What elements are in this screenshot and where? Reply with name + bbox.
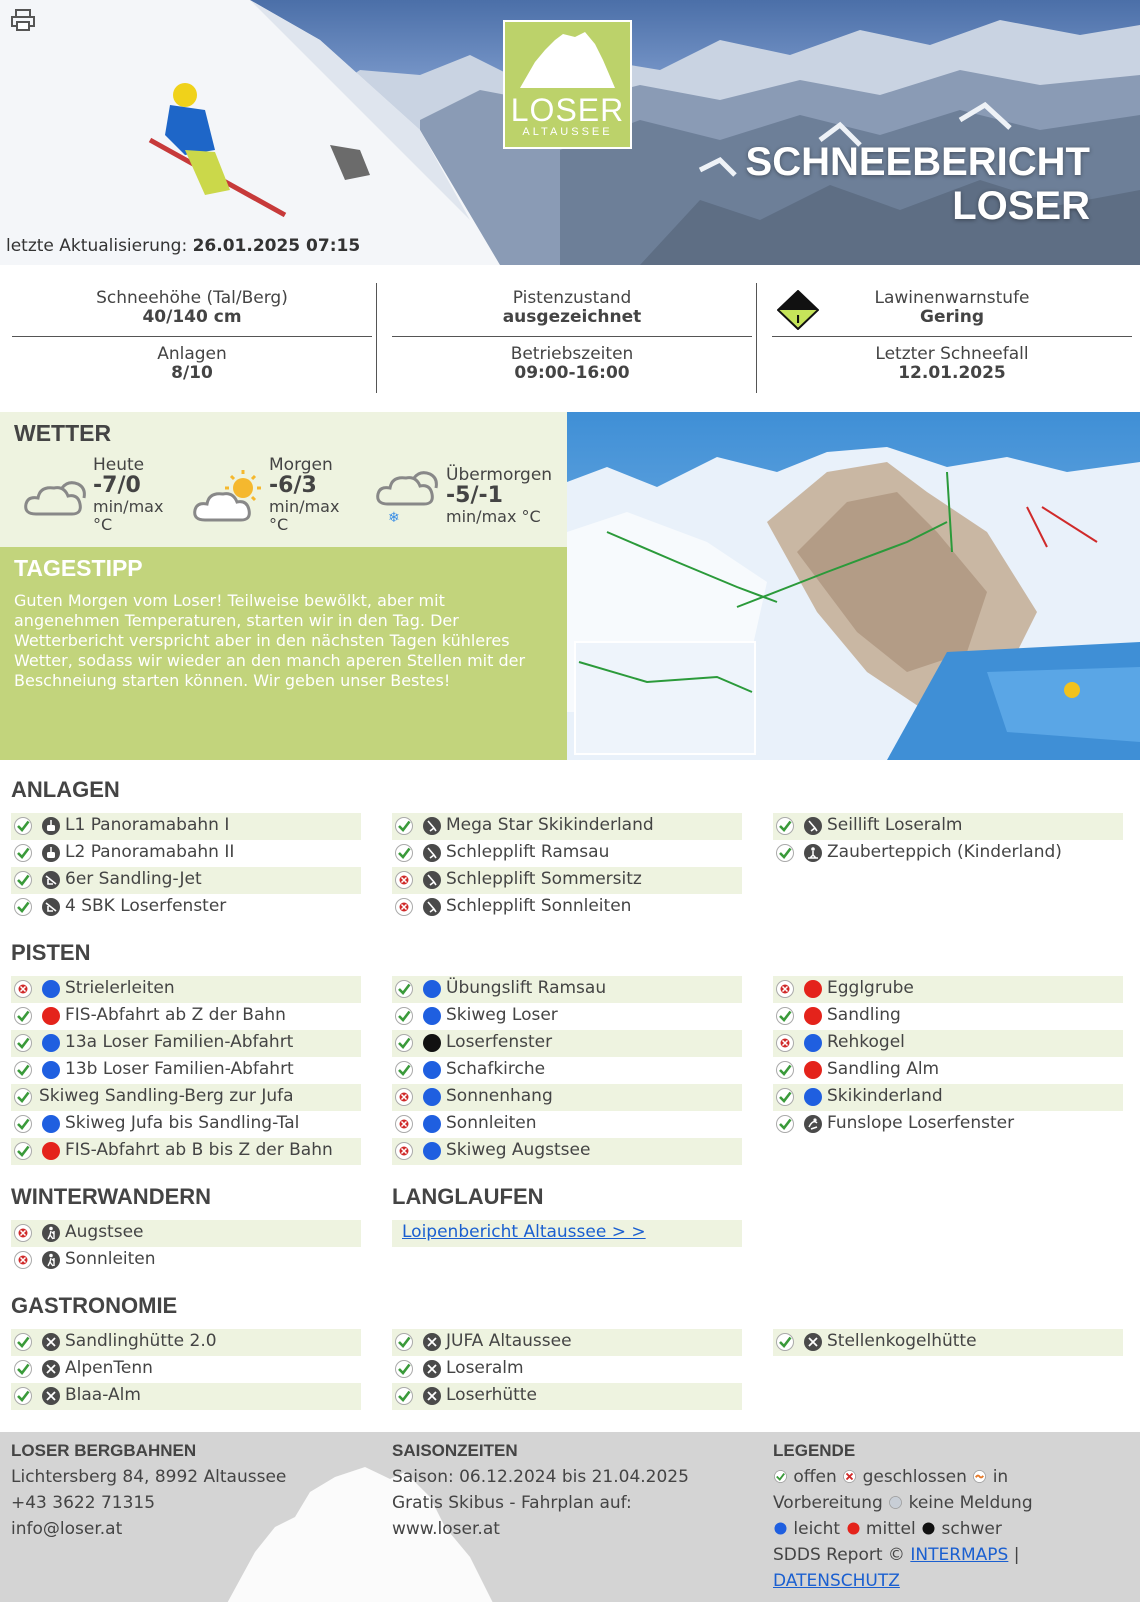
weather-day-label: Übermorgen xyxy=(446,465,553,485)
divider xyxy=(756,283,757,393)
open-status-icon xyxy=(775,1087,795,1107)
stat-value: 09:00-16:00 xyxy=(514,363,630,383)
divider xyxy=(12,336,372,337)
open-status-icon xyxy=(13,1006,33,1026)
list-item xyxy=(773,1329,1123,1356)
list-item-label: Egglgrube xyxy=(827,978,914,998)
footer-saison xyxy=(392,1440,742,1542)
weather-title: WETTER xyxy=(14,420,112,446)
weather-day-tomorrow xyxy=(269,456,339,534)
anlagen-title: ANLAGEN xyxy=(11,777,120,802)
tagestipp-title: TAGESTIPP xyxy=(14,555,143,581)
stat-label: Lawinenwarnstufe xyxy=(874,288,1030,308)
open-status-icon xyxy=(13,1359,33,1379)
legend-vorbereitung-a: in xyxy=(992,1467,1009,1487)
list-item xyxy=(392,1111,742,1138)
stat-label: Betriebszeiten xyxy=(510,344,634,364)
avalanche-level: I xyxy=(795,313,801,326)
list-item-label: Schlepplift Ramsau xyxy=(446,842,610,862)
carpet-icon xyxy=(803,843,823,863)
weather-day-label: Heute xyxy=(93,455,145,475)
list-item-label: Strielerleiten xyxy=(65,978,175,998)
easy-dot-icon xyxy=(41,1060,61,1080)
list-item xyxy=(773,813,1123,840)
gastronomie-col-3 xyxy=(773,1329,1123,1356)
stat-value: 8/10 xyxy=(171,363,213,383)
footer-web[interactable]: www.loser.at xyxy=(392,1519,500,1539)
weather-temp: -5/-1 xyxy=(446,483,503,508)
stat-value: ausgezeichnet xyxy=(502,307,642,327)
avalanche-level-icon xyxy=(777,290,819,330)
list-item-label: Schlepplift Sommersitz xyxy=(446,869,642,889)
chairlift-icon xyxy=(41,870,61,890)
open-status-icon xyxy=(394,979,414,999)
restaurant-icon xyxy=(422,1332,442,1352)
open-status-icon xyxy=(775,1060,795,1080)
medium-dot-icon xyxy=(803,979,823,999)
open-status-icon xyxy=(13,1033,33,1053)
list-item-label: Skiweg Augstsee xyxy=(446,1140,591,1160)
weather-temp: -7/0 xyxy=(93,473,141,498)
list-item xyxy=(392,867,742,894)
sun-cloud-icon xyxy=(193,468,265,522)
list-item xyxy=(773,840,1123,867)
last-update-value: 26.01.2025 07:15 xyxy=(192,236,361,256)
open-status-icon xyxy=(13,1060,33,1080)
easy-dot-icon xyxy=(803,1087,823,1107)
loipenbericht-link[interactable]: Loipenbericht Altaussee > > xyxy=(402,1222,646,1242)
list-item xyxy=(392,1138,742,1165)
winterwandern-title: WINTERWANDERN xyxy=(11,1184,212,1209)
stat-label: Pistenzustand xyxy=(512,288,632,308)
list-item-label: Schlepplift Sonnleiten xyxy=(446,896,632,916)
list-item-label: Sandling Alm xyxy=(827,1059,940,1079)
last-update-label: letzte Aktualisierung: xyxy=(6,236,188,256)
snow-cloud-icon xyxy=(374,470,440,526)
stat-pistenzustand xyxy=(392,289,752,327)
list-item xyxy=(392,1003,742,1030)
open-status-icon xyxy=(13,1386,33,1406)
weather-panel xyxy=(0,412,567,547)
list-item-label: Skiweg Sandling-Berg zur Jufa xyxy=(39,1086,294,1106)
medium-dot-icon xyxy=(41,1141,61,1161)
list-item xyxy=(392,1329,742,1356)
closed-status-icon xyxy=(13,1250,33,1270)
closed-status-icon xyxy=(394,1087,414,1107)
langlaufen-title: LANGLAUFEN xyxy=(392,1184,544,1209)
list-item xyxy=(11,1030,361,1057)
stat-label: Schneehöhe (Tal/Berg) xyxy=(96,288,288,308)
closed-status-icon xyxy=(775,1033,795,1053)
stat-value: 12.01.2025 xyxy=(898,363,1006,383)
gondola-icon xyxy=(41,816,61,836)
no-report-status-icon xyxy=(888,1495,903,1510)
stats-col-3 xyxy=(772,283,1132,393)
list-item-label: Zauberteppich (Kinderland) xyxy=(827,842,1062,862)
ski-slope xyxy=(0,0,500,265)
hiker-icon xyxy=(41,1250,61,1270)
list-item-label: 4 SBK Loserfenster xyxy=(65,896,227,916)
legend-mittel: mittel xyxy=(865,1519,916,1539)
stats-panel xyxy=(0,283,1140,393)
open-status-icon xyxy=(394,1359,414,1379)
open-status-icon xyxy=(13,816,33,836)
logo-subtext: ALTAUSSEE xyxy=(522,126,613,138)
stat-value: Gering xyxy=(920,307,984,327)
list-item-label: Loserfenster xyxy=(446,1032,553,1052)
weather-unit: min/max xyxy=(93,497,164,516)
closed-status-icon xyxy=(13,979,33,999)
intermaps-link[interactable]: INTERMAPS xyxy=(910,1545,1009,1565)
tagestipp-panel xyxy=(0,547,567,760)
list-item-label: Rehkogel xyxy=(827,1032,905,1052)
list-item-label: Loserhütte xyxy=(446,1385,537,1405)
list-item xyxy=(773,976,1123,1003)
legend-vorbereitung-b: Vorbereitung xyxy=(773,1493,883,1513)
stat-schneefall xyxy=(772,345,1132,383)
stat-label: Anlagen xyxy=(157,344,227,364)
legend-leicht: leicht xyxy=(793,1519,841,1539)
restaurant-icon xyxy=(41,1386,61,1406)
loser-logo[interactable] xyxy=(503,20,632,149)
list-item-label: FIS-Abfahrt ab Z der Bahn xyxy=(65,1005,286,1025)
list-item xyxy=(11,1138,361,1165)
closed-status-icon xyxy=(394,870,414,890)
restaurant-icon xyxy=(803,1332,823,1352)
list-item xyxy=(392,894,742,921)
list-item-label: Funslope Loserfenster xyxy=(827,1113,1015,1133)
hard-dot-icon xyxy=(422,1033,442,1053)
list-item-label: Loseralm xyxy=(446,1358,524,1378)
piste-map-illustration xyxy=(567,412,1140,760)
hard-dot-icon xyxy=(921,1521,936,1536)
list-item-label: 13a Loser Familien-Abfahrt xyxy=(65,1032,294,1052)
footer-company xyxy=(11,1440,361,1542)
open-status-icon xyxy=(13,1087,33,1107)
open-status-icon xyxy=(394,1386,414,1406)
list-item xyxy=(11,1084,361,1111)
restaurant-icon xyxy=(422,1386,442,1406)
list-item xyxy=(392,840,742,867)
list-item xyxy=(11,1111,361,1138)
list-item-label: Sonnleiten xyxy=(446,1113,537,1133)
legend-schwer: schwer xyxy=(941,1519,1002,1539)
open-status-icon xyxy=(13,1332,33,1352)
easy-dot-icon xyxy=(422,1141,442,1161)
list-item xyxy=(11,1329,361,1356)
list-item-label: 6er Sandling-Jet xyxy=(65,869,202,889)
open-status-icon xyxy=(13,843,33,863)
easy-dot-icon xyxy=(773,1521,788,1536)
list-item-label: 13b Loser Familien-Abfahrt xyxy=(65,1059,294,1079)
footer-address: Lichtersberg 84, 8992 Altaussee xyxy=(11,1467,287,1487)
list-item-label: Sandlinghütte 2.0 xyxy=(65,1331,217,1351)
draglift-icon xyxy=(422,816,442,836)
footer-email[interactable]: info@loser.at xyxy=(11,1519,123,1539)
anlagen-col-1 xyxy=(11,813,361,921)
list-item xyxy=(11,813,361,840)
draglift-icon xyxy=(803,816,823,836)
preparation-status-icon xyxy=(972,1469,987,1484)
open-status-icon xyxy=(773,1469,788,1484)
list-item-label: Mega Star Skikinderland xyxy=(446,815,654,835)
funslope-icon xyxy=(803,1114,823,1134)
open-status-icon xyxy=(394,1332,414,1352)
print-icon[interactable] xyxy=(10,8,36,32)
list-item xyxy=(773,1084,1123,1111)
weather-temp: -6/3 xyxy=(269,473,317,498)
easy-dot-icon xyxy=(422,979,442,999)
footer-legende-title: LEGENDE xyxy=(773,1441,856,1460)
list-item xyxy=(392,976,742,1003)
weather-day-today xyxy=(93,456,163,534)
weather-day-dayafter xyxy=(446,466,552,526)
medium-dot-icon xyxy=(846,1521,861,1536)
list-item-label: Sandling xyxy=(827,1005,901,1025)
list-item xyxy=(773,1111,1123,1138)
list-item-label: Skikinderland xyxy=(827,1086,943,1106)
list-item-label: Übungslift Ramsau xyxy=(446,978,607,998)
restaurant-icon xyxy=(422,1359,442,1379)
header-banner xyxy=(0,0,1140,265)
datenschutz-link[interactable]: DATENSCHUTZ xyxy=(773,1571,900,1591)
stat-lawinen[interactable] xyxy=(772,289,1132,327)
list-item xyxy=(11,1003,361,1030)
legend-geschlossen: geschlossen xyxy=(862,1467,967,1487)
weather-unit: °C xyxy=(269,515,289,534)
pisten-col-2 xyxy=(392,976,742,1165)
cloudy-icon xyxy=(22,474,88,518)
easy-dot-icon xyxy=(422,1060,442,1080)
divider xyxy=(376,283,377,393)
winterwandern-list xyxy=(11,1220,361,1274)
list-item xyxy=(773,1003,1123,1030)
footer-legende xyxy=(773,1440,1133,1594)
easy-dot-icon xyxy=(422,1114,442,1134)
open-status-icon xyxy=(775,1006,795,1026)
divider xyxy=(392,336,752,337)
list-item xyxy=(392,1220,742,1247)
open-status-icon xyxy=(394,1060,414,1080)
svg-text:❄: ❄ xyxy=(388,510,400,526)
gastronomie-col-1 xyxy=(11,1329,361,1410)
stat-schneehoehe xyxy=(12,289,372,327)
logo-mountain-icon xyxy=(505,22,630,92)
gastronomie-title: GASTRONOMIE xyxy=(11,1293,178,1318)
open-status-icon xyxy=(13,870,33,890)
list-item-label: JUFA Altaussee xyxy=(446,1331,572,1351)
medium-dot-icon xyxy=(41,1006,61,1026)
title-line-2: LOSER xyxy=(952,184,1090,228)
anlagen-col-2 xyxy=(392,813,742,921)
footer-phone[interactable]: +43 3622 71315 xyxy=(11,1493,156,1513)
list-item-label: Sonnleiten xyxy=(65,1249,156,1269)
draglift-icon xyxy=(422,843,442,863)
list-item xyxy=(392,1030,742,1057)
list-item xyxy=(11,1356,361,1383)
open-status-icon xyxy=(775,843,795,863)
weather-unit: min/max xyxy=(269,497,340,516)
list-item-label: Sonnenhang xyxy=(446,1086,553,1106)
list-item xyxy=(11,1247,361,1274)
easy-dot-icon xyxy=(422,1087,442,1107)
list-item-label: Schafkirche xyxy=(446,1059,546,1079)
stat-label: Letzter Schneefall xyxy=(875,344,1029,364)
list-item-label: Blaa-Alm xyxy=(65,1385,141,1405)
stat-value: 40/140 cm xyxy=(142,307,242,327)
title-line-1: SCHNEEBERICHT xyxy=(745,140,1090,184)
legend-sdds: SDDS Report © xyxy=(773,1545,905,1565)
page-title xyxy=(746,140,1090,228)
easy-dot-icon xyxy=(41,1114,61,1134)
footer-saison-dates: Saison: 06.12.2024 bis 21.04.2025 xyxy=(392,1467,689,1487)
list-item xyxy=(11,1220,361,1247)
easy-dot-icon xyxy=(41,979,61,999)
closed-status-icon xyxy=(842,1469,857,1484)
list-item xyxy=(773,1057,1123,1084)
footer-company-title: LOSER BERGBAHNEN xyxy=(11,1441,197,1460)
easy-dot-icon xyxy=(803,1033,823,1053)
draglift-icon xyxy=(422,870,442,890)
closed-status-icon xyxy=(775,979,795,999)
list-item-label: FIS-Abfahrt ab B bis Z der Bahn xyxy=(65,1140,333,1160)
list-item-label: AlpenTenn xyxy=(65,1358,153,1378)
footer-skibus: Gratis Skibus - Fahrplan auf: xyxy=(392,1493,632,1513)
closed-status-icon xyxy=(394,897,414,917)
pisten-col-3 xyxy=(773,976,1123,1138)
anlagen-col-3 xyxy=(773,813,1123,867)
medium-dot-icon xyxy=(803,1060,823,1080)
list-item-label: Stellenkogelhütte xyxy=(827,1331,977,1351)
open-status-icon xyxy=(775,1332,795,1352)
list-item xyxy=(392,1057,742,1084)
open-status-icon xyxy=(13,1141,33,1161)
list-item-label: Skiweg Jufa bis Sandling-Tal xyxy=(65,1113,300,1133)
closed-status-icon xyxy=(13,1223,33,1243)
legend-separator: | xyxy=(1013,1545,1020,1565)
stat-anlagen xyxy=(12,345,372,383)
closed-status-icon xyxy=(394,1141,414,1161)
langlaufen-list xyxy=(392,1220,742,1247)
medium-dot-icon xyxy=(803,1006,823,1026)
open-status-icon xyxy=(394,816,414,836)
open-status-icon xyxy=(394,1033,414,1053)
divider xyxy=(772,336,1132,337)
restaurant-icon xyxy=(41,1359,61,1379)
footer-saison-title: SAISONZEITEN xyxy=(392,1441,518,1460)
list-item xyxy=(11,1057,361,1084)
weather-unit: °C xyxy=(93,515,113,534)
list-item xyxy=(392,1383,742,1410)
list-item xyxy=(11,867,361,894)
legend-keine: keine Meldung xyxy=(908,1493,1033,1513)
list-item-label: L2 Panoramabahn II xyxy=(65,842,235,862)
open-status-icon xyxy=(394,1006,414,1026)
footer xyxy=(0,1432,1140,1602)
stat-betriebszeiten xyxy=(392,345,752,383)
list-item xyxy=(773,1030,1123,1057)
open-status-icon xyxy=(13,1114,33,1134)
list-item-label: Augstsee xyxy=(65,1222,144,1242)
list-item xyxy=(11,976,361,1003)
stats-col-2 xyxy=(392,283,752,393)
tagestipp-text: Guten Morgen vom Loser! Teilweise bewölkt, aber mit angenehmen Temperaturen, starten wir in den Tag. Der Wetterbericht verspricht aber in den nächsten Tagen kühleres Wetter, sodass wir wieder an den manch aperen Stellen mit der Beschneiung starten können. Wir geben unser Bestes! xyxy=(14,591,526,690)
open-status-icon xyxy=(13,897,33,917)
list-item-label: Seillift Loseralm xyxy=(827,815,963,835)
easy-dot-icon xyxy=(422,1006,442,1026)
list-item xyxy=(392,1356,742,1383)
list-item xyxy=(392,1084,742,1111)
open-status-icon xyxy=(394,843,414,863)
chairlift-icon xyxy=(41,897,61,917)
list-item xyxy=(11,840,361,867)
pisten-title: PISTEN xyxy=(11,940,91,965)
open-status-icon xyxy=(775,816,795,836)
piste-map[interactable] xyxy=(567,412,1140,760)
draglift-icon xyxy=(422,897,442,917)
list-item xyxy=(392,813,742,840)
gastronomie-col-2 xyxy=(392,1329,742,1410)
weather-day-label: Morgen xyxy=(269,455,333,475)
list-item xyxy=(11,1383,361,1410)
last-update xyxy=(6,236,360,256)
stats-col-1 xyxy=(12,283,372,393)
legend-offen: offen xyxy=(793,1467,837,1487)
gondola-icon xyxy=(41,843,61,863)
closed-status-icon xyxy=(394,1114,414,1134)
logo-text: LOSER xyxy=(510,92,625,128)
easy-dot-icon xyxy=(41,1033,61,1053)
hiker-icon xyxy=(41,1223,61,1243)
open-status-icon xyxy=(775,1114,795,1134)
list-item-label: Skiweg Loser xyxy=(446,1005,558,1025)
pisten-col-1 xyxy=(11,976,361,1165)
restaurant-icon xyxy=(41,1332,61,1352)
weather-unit: min/max °C xyxy=(446,507,541,526)
list-item-label: L1 Panoramabahn I xyxy=(65,815,230,835)
list-item xyxy=(11,894,361,921)
